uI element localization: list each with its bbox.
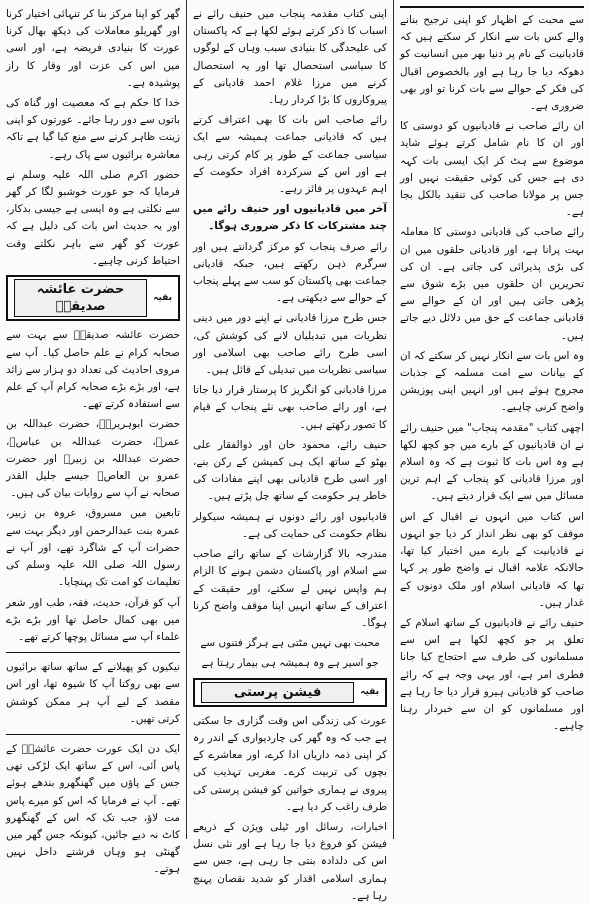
verse-line-1: محبت بھی نہیں مٹتی ہے ہرگز فتنوں سے <box>200 637 380 650</box>
fashion-section-title: فیشن پرستی <box>201 682 354 703</box>
section-divider <box>6 652 180 653</box>
middle-paragraph-5: جس طرح مرزا قادیانی نے اپنے دور میں دینی نظریات میں تبدیلیاں لانے کی کوشش کی، اسی طرح رائے صاحب بھی اسلامی اور سیاسی نظریات میں تبدیلی کے قائل ہیں۔ <box>193 312 387 377</box>
fashion-paragraph-1: عورت کی زندگی اس وقت گزاری جا سکتی ہے جب کہ وہ گھر کی چاردیواری کے اندر رہ کر اپنی ذمہ داریاں ادا کرے، اور معاشرے کے بچوں کی تربیت کرے۔ مغربی تہذیب کی پیروی نے ہماری خواتین کو فیشن پرستی کی طرف راغب کر دیا ہے۔ <box>193 714 387 813</box>
left-paragraph-1: گھر کو اپنا مرکز بنا کر تنہائی اختیار کرنا اور گھریلو معاملات کی دیکھ بھال کرنا عورت کا بنیادی فریضہ ہے، اور اسی میں اس کی عزت اور وقار کا راز پوشیدہ ہے۔ <box>6 8 180 89</box>
right-paragraph-4: وہ اس بات سے انکار نہیں کر سکتے کہ ان کے بیانات سے امت مسلمہ کے جذبات مجروح ہوئے ہیں اور انہیں اپنی پوزیشن واضح کرنی چاہیے۔ <box>400 349 584 414</box>
section-divider <box>6 734 180 735</box>
left-column <box>0 0 186 876</box>
continued-tag: بقیہ <box>360 686 379 697</box>
right-paragraph-5: اچھی کتاب "مقدمہ پنجاب" میں حنیف رائے نے ان قادیانیوں کے بارے میں جو کچھ لکھا ہے وہ اس بات کا ثبوت ہے کہ وہ اسلام اور مرزا قادیانی کو پنجاب کے اہم ترین مسائل میں سے ایک قرار دیتے ہیں۔ <box>400 421 584 503</box>
middle-paragraph-6: مرزا قادیانی کو انگریز کا پرستار قرار دیا جاتا ہے، اور رائے صاحب بھی نئے پنجاب کے قیام کا تصور رکھتے ہیں۔ <box>193 384 387 431</box>
aisha-paragraph-1: حضرت عائشہ صدیقہؓ سے بہت سے صحابہ کرام نے علم حاصل کیا۔ آپ سے مروی احادیث کی تعداد دو ہزار سے زائد ہے، اور بڑے بڑے صحابہ کرام آپ کے علم سے استفادہ کرتے تھے۔ <box>6 329 180 411</box>
middle-paragraph-9: مندرجہ بالا گزارشات کے ساتھ رائے صاحب سے اسلام اور پاکستان دشمن ہونے کا الزام ہم واپس نہیں لے سکتے، اور حقیقت کے اعتراف کے ساتھ انہیں اپنا موقف واضح کرنا ہوگا۔ <box>193 548 387 629</box>
middle-paragraph-1: اپنی کتاب مقدمہ پنجاب میں حنیف رائے نے اسباب کا ذکر کرتے ہوئے لکھا ہے کہ پاکستان کی علیحدگی کا بنیادی سبب وہاں کے لوگوں کا سیاسی استحصال تھا اور یہ استحصال کرنے میں مرزا غلام احمد قادیانی کے پیروکاروں کا بڑا کردار رہا۔ <box>193 8 387 107</box>
fashion-section-header <box>193 678 387 707</box>
right-paragraph-6: اس کتاب میں انہوں نے اقبال کے اس موقف کو بھی نظر انداز کر دیا جو انہوں نے قادیانیت کے بارے میں اختیار کیا تھا، حالانکہ علامہ اقبال نے واضح طور پر کہا تھا کہ قادیانی اسلام اور ملک دونوں کے غدار ہیں۔ <box>400 510 584 609</box>
middle-paragraph-8: قادیانیوں اور رائے دونوں نے ہمیشہ سیکولر نظام حکومت کی حمایت کی ہے۔ <box>193 510 387 540</box>
aisha-paragraph-4: آپ کو قرآن، حدیث، فقہ، طب اور شعر میں بھی کمال حاصل تھا اور بڑے بڑے علماء آپ سے مسائل پوچھا کرتے تھے۔ <box>6 596 180 643</box>
fashion-paragraph-2: اخبارات، رسائل اور ٹیلی ویژن کے ذریعے فیشن کو فروغ دیا جا رہا ہے اور نئی نسل اس کی دلدادہ بنتی جا رہی ہے، جس سے ہماری اسلامی اقدار کو شدید نقصان پہنچ رہا ہے۔ <box>193 820 387 902</box>
top-rule <box>400 6 584 8</box>
aisha-paragraph-3: تابعین میں مسروق، عروہ بن زبیر، عمرہ بنت عبدالرحمن اور دیگر بہت سے حضرات آپ کے شاگرد تھے، اور آپ نے رسول اللہ صلی اللہ علیہ وسلم کی تعلیمات کو امت تک پہنچایا۔ <box>6 507 180 589</box>
verse-line-2: جو اسیر ہے وہ ہمیشہ ہی بیمار رہتا ہے <box>201 657 379 670</box>
middle-paragraph-2: رائے صاحب اس بات کا بھی اعتراف کرتے ہیں کہ قادیانی جماعت ہمیشہ سے ایک سیاسی جماعت کے طور پر کام کرتی رہی ہے اور اس کے سرکردہ افراد حکومت کے اہم عہدوں پر فائز رہے۔ <box>193 114 387 196</box>
aisha-paragraph-6: ایک دن ایک عورت حضرت عائشہؓ کے پاس آئی، اس کے ساتھ ایک لڑکی تھی جس کے پاؤں میں گھنگھرو بندھے ہوئے تھے۔ آپ نے فرمایا کہ اس کو میرے پاس مت لاؤ، جب تک کہ اس کے گھنگھرو کاٹ نہ دیے جائیں، کیونکہ جس گھر میں گھنٹی ہو وہاں فرشتے داخل نہیں ہوتے۔ <box>6 742 180 876</box>
right-paragraph-3: رائے صاحب کی قادیانی دوستی کا معاملہ بہت پرانا ہے، اور قادیانی حلقوں میں ان کی بڑی پذیرائی کی جاتی ہے۔ ان کی تحریریں ان حلقوں میں بڑے شوق سے پڑھی جاتی ہیں اور ان کے حوالے سے قادیانی جماعت کے حق میں دلائل دیے جاتے ہیں۔ <box>400 226 584 342</box>
aisha-section-title: حضرت عائشہ صدیقہؓ <box>14 279 147 317</box>
continued-tag: بقیہ <box>153 292 172 303</box>
aisha-paragraph-2: حضرت ابوہریرہؓ، حضرت عبداللہ بن عمرؓ، حضرت عبداللہ بن عباسؓ، حضرت عبداللہ بن زبیرؓ اور حضرت عمرو بن العاصؓ جیسے جلیل القدر صحابہ نے آپ سے روایات بیان کی ہیں۔ <box>6 418 180 500</box>
right-paragraph-1: سے محبت کے اظہار کو اپنی ترجیح بنانے والے کس بات سے انکار کر سکتے ہیں کہ قادیانیت کے نام پر دنیا بھر میں انسانیت کو دھوکہ دیا جا رہا ہے اور بالخصوص اقبال کی فکر کے حوالے سے بات کرنا تو اور بھی ضروری ہے۔ <box>400 14 584 113</box>
aisha-section-header <box>6 275 180 321</box>
middle-paragraph-4: رائے صرف پنجاب کو مرکز گردانتے ہیں اور سرگرم ذہن رکھتے ہیں، جبکہ قادیانی جماعت بھی پاکستان کو سب سے پہلے پنجاب کے حوالے سے دیکھتی ہے۔ <box>193 240 387 305</box>
middle-paragraph-7: حنیف رائے، محمود خان اور ذوالفقار علی بھٹو کے ساتھ ایک ہی کمیشن کے رکن بنے، اور اسی طرح قادیانی بھی اپنے مفادات کی خاطر ہر حکومت کے ساتھ چل پڑتے ہیں۔ <box>193 438 387 503</box>
aisha-paragraph-5: نیکیوں کو پھیلانے کے ساتھ ساتھ برائیوں سے بھی روکنا آپ کا شیوہ تھا، اور اس مقصد کے لیے آپ ہر ممکن کوشش کرتی تھیں۔ <box>6 661 180 725</box>
right-column <box>394 0 590 839</box>
middle-column <box>186 0 394 902</box>
right-paragraph-7: حنیف رائے نے قادیانیوں کے ساتھ اسلام کے تعلق پر جو کچھ لکھا ہے اس سے مسلمانوں کی طرف سے احتجاج کیا جانا فطری امر ہے، اور یہی وجہ ہے کہ رائے صاحب کو قادیانی ہیرو قرار دیا جا رہا ہے اور مسلمانوں کو ان سے خبردار رہنا چاہیے۔ <box>400 616 584 733</box>
middle-paragraph-3: آخر میں قادیانیوں اور حنیف رائے میں چند مشترکات کا ذکر ضروری ہوگا۔ <box>193 203 387 233</box>
left-paragraph-3: حضور اکرم صلی اللہ علیہ وسلم نے فرمایا کہ جو عورت خوشبو لگا کر گھر سے نکلتی ہے وہ ایسی ہے جیسی بدکار، اور یہ حدیث اس بات کی دلیل ہے کہ عورت کو گھر سے باہر نکلتے وقت احتیاط کرنی چاہیے۔ <box>6 168 180 267</box>
left-paragraph-2: خدا کا حکم ہے کہ معصیت اور گناہ کی باتوں سے دور رہا جائے۔ عورتوں کو اپنی زینت ظاہر کرنے سے منع کیا گیا ہے تاکہ معاشرہ برائیوں سے پاک رہے۔ <box>6 97 180 161</box>
right-paragraph-2: ان رائے صاحب نے قادیانیوں کو دوستی کا اور ان کا نام شامل کرتے ہوئے شاید موضوع سے ہٹ کر ایک ایسی بات کہہ دی ہے جس کی کوئی حقیقت نہیں اور جس پر مولانا صاحب کی تنقید بالکل بجا ہے۔ <box>400 120 584 219</box>
